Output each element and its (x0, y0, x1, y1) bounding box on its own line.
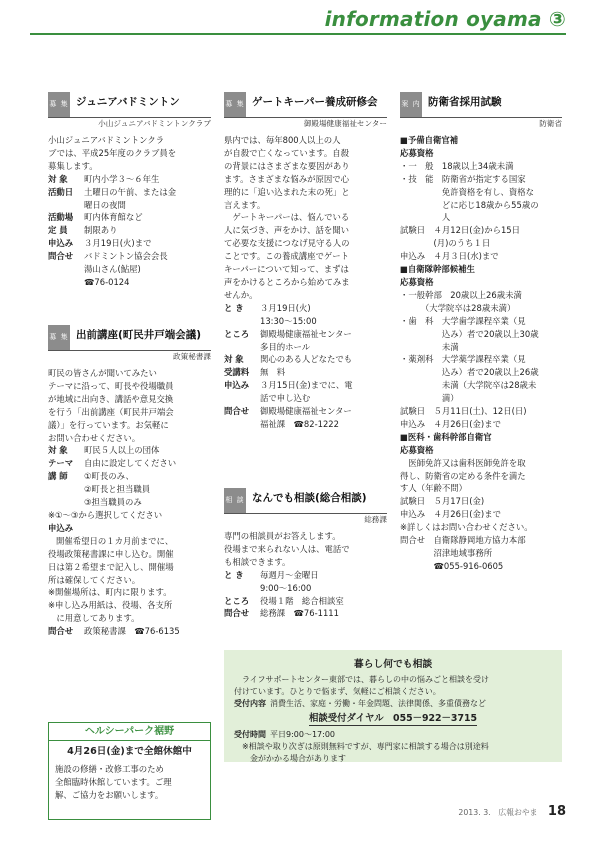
section-boei-saiyo (400, 92, 562, 573)
intro-line: が地域に出向き、講話や意見交換 (48, 393, 174, 404)
boei-line: ・技 能 防衛省が指定する国家 (400, 173, 526, 184)
boei-line: 試験日 ５月17日(金) (400, 496, 485, 507)
info-row: 講 師 ①町長のみ、 (48, 471, 134, 482)
section-org: 小山ジュニアバドミントンクラブ (98, 119, 211, 129)
section-org: 御殿場健康福祉センター (303, 119, 387, 129)
info-row: 活動日 土曜日の午前、または金 (48, 186, 177, 197)
boei-line: （大学院卒は28歳未満） (400, 302, 516, 313)
intro-line: 町民の皆さんが聞いてみたい (48, 368, 157, 378)
info-row: 受講料 無 料 (224, 367, 286, 378)
section-org: 政策秘書課 (173, 352, 211, 362)
healthy-park-body (49, 761, 210, 804)
info-row: ☎76-0124 (84, 276, 130, 287)
healthy-park-box (48, 722, 211, 820)
boei-line: 応募資格 (400, 147, 434, 158)
boei-line: 問合せ 自衛隊静岡地方協力本部 (400, 535, 526, 546)
note-line: ※相談や取り次ぎは原則無料ですが、専門家に相談する場合は別途料 (242, 742, 489, 751)
section-header (224, 488, 387, 525)
intro-line: を行う「出前講座（町民井戸端会 (48, 406, 174, 417)
intro-line: ライフサポートセンター東部では、暮らしの中の悩みごと相談を受け (234, 675, 489, 684)
category-tag: 募 集 (48, 92, 70, 117)
info-row: 活動場 町内体育館など (48, 212, 143, 223)
info-row: 湯山さん(鮎屋) (84, 264, 141, 275)
section-gatekeeper (224, 92, 387, 431)
note-line: ※①～③から選択してください (48, 509, 163, 520)
intro-line: も相談できます。 (224, 556, 291, 567)
boei-line: (月)のうち１日 (400, 238, 491, 249)
boei-line: 応募資格 (400, 276, 434, 287)
intro-line: 役場まで来られない人は、電話で (224, 543, 350, 554)
page-number: 18 (547, 804, 566, 820)
intro-line: 付けています。ひとりで悩まず、気軽にご相談ください。 (234, 687, 441, 696)
intro-line: 小山ジュニアバドミントンクラ (48, 135, 165, 145)
boei-line: 医師免許又は歯科医師免許を取 (400, 457, 526, 468)
section-title: ゲートキーパー養成研修会 (252, 96, 378, 108)
section-header (48, 325, 211, 362)
boei-line: 沼津地域事務所 (400, 548, 493, 558)
intro-line: 募集します。 (48, 160, 98, 171)
info-row: 対 象 町民５人以上の団体 (48, 445, 160, 456)
boei-line: ・一 般 18歳以上34歳未満 (400, 160, 514, 171)
info-row: 曜日の夜間 (84, 199, 126, 210)
info-row: 申込み ３月15日(金)までに、電 (224, 380, 353, 391)
boei-line: ※詳しくはお問い合わせください。 (400, 522, 533, 533)
intro-line: 専門の相談員がお答えします。 (224, 531, 341, 541)
apply-line: 開催希望日の１カ月前までに、 (56, 535, 174, 546)
section-body (400, 134, 562, 573)
info-row: 受付時間 平日9:00～17:00 (234, 730, 336, 739)
intro-line: て必要な支援につなげ見守る人の (224, 238, 350, 249)
intro-line: 言えます。 (224, 199, 266, 210)
note-line: に用意してあります。 (48, 613, 140, 624)
boei-line: す人（年齢不問） (400, 483, 467, 494)
boei-line: ■医科・歯科幹部自衛官 (400, 431, 492, 442)
info-row: 9:00～16:00 (260, 582, 312, 593)
apply-line: 役場政策秘書課に申し込む。開催 (48, 548, 174, 559)
intro-line: ゲートキーパーは、悩んでいる (224, 212, 350, 223)
section-title: ジュニアバドミントン (76, 96, 180, 108)
info-row: 問合せ 御殿場健康福祉センター (224, 406, 352, 417)
info-row: 対 象 関心のある人どなたでも (224, 354, 353, 365)
boei-line: ■予備自衛官補 (400, 135, 459, 145)
boei-line: 満） (400, 393, 459, 404)
boei-line: どに応じ18歳から55歳の (400, 199, 539, 210)
intro-line: 県内では、毎年800人以上の人 (224, 135, 341, 145)
boei-line: 試験日 ５月11日(土)、12日(日) (400, 406, 527, 417)
body-line: 解、ご協力をお願いします。 (55, 790, 164, 800)
section-body (224, 134, 387, 431)
info-row: と き 毎週月～金曜日 (224, 569, 319, 580)
apply-line: 日は第２希望まで記入し、開催場 (48, 561, 174, 572)
intro-line: キーパーについて知って、まずは (224, 264, 349, 275)
apply-line: 所は確保してください。 (48, 574, 141, 585)
boei-line: 未満 (400, 341, 459, 352)
section-header (400, 92, 562, 129)
intro-line: 声をかけるところから始めてみま (224, 276, 350, 287)
intro-line: が自殺で亡くなっています。自殺 (224, 147, 349, 158)
info-row: 対 象 町内小学３～６年生 (48, 173, 160, 184)
info-row: 話で申し込む (260, 393, 311, 404)
healthy-park-date: 4月26日(金)まで全館休館中 (67, 746, 192, 757)
intro-line: 理的に「追い込まれた末の死」と (224, 186, 350, 197)
section-junior-badminton (48, 92, 211, 289)
boei-line: 試験日 ４月12日(金)から15日 (400, 225, 520, 236)
info-row: 13:30～15:00 (260, 315, 317, 326)
boei-line: 申込み ４月３日(水)まで (400, 251, 499, 262)
note-line: 金がかかる場合があります (242, 754, 346, 763)
apply-label: 申込み (48, 522, 74, 533)
section-nandemo-soudan (224, 488, 387, 620)
intro-line: の背景にはさまざまな要因があり (224, 160, 350, 171)
info-row: 問合せ バドミントン協会会長 (48, 251, 168, 262)
boei-line: ・一般幹部 20歳以上26歳未満 (400, 289, 522, 300)
boei-line: 人 (400, 212, 451, 223)
section-title: 出前講座(町民井戸端会議) (76, 329, 202, 341)
info-row: ②町長と担当職員 (84, 484, 151, 495)
boei-line: 未満（大学院卒は28歳未 (400, 380, 537, 391)
consult-dial: 相談受付ダイヤル 055－922－3715 (308, 713, 478, 724)
info-row: 問合せ 総務課 ☎76-1111 (224, 608, 339, 619)
boei-line: ・歯 科 大学歯学課程卒業（見 (400, 315, 526, 326)
info-row: 定 員 制限あり (48, 225, 118, 236)
consult-title: 暮らし何でも相談 (353, 659, 433, 670)
info-row: テーマ 自由に設定してください (48, 458, 177, 469)
info-row: 問合せ 政策秘書課 ☎76-6135 (48, 626, 180, 637)
boei-line: 得し、防衛省の定める条件を満た (400, 470, 526, 481)
boei-line: 込み）者で20歳以上26歳 (400, 367, 539, 378)
section-title: なんでも相談(総合相談) (252, 492, 367, 504)
boei-line: 込み）者で20歳以上30歳 (400, 328, 539, 339)
category-tag: 募 集 (224, 92, 246, 117)
category-tag: 相 談 (224, 488, 246, 513)
boei-line: 申込み ４月26日(金)まで (400, 509, 501, 520)
section-header (224, 92, 387, 129)
section-body (48, 367, 211, 638)
section-body (48, 134, 211, 289)
section-header (48, 92, 211, 129)
intro-line: ます。さまざまな悩みが原因で心 (224, 173, 349, 184)
header-rule (30, 33, 566, 35)
intro-line: ブでは、平成25年度のクラブ員を (48, 147, 177, 158)
info-row: 受付内容 消費生活、家庭・労働・年金問題、法律関係、多重債務など (234, 699, 486, 708)
intro-line: 人に気づき、声をかけ、話を聞い (224, 225, 349, 236)
boei-line: ■自衛隊幹部候補生 (400, 264, 475, 275)
note-line: ※開催場所は、町内に限ります。 (48, 587, 172, 598)
kurashi-consult-box (224, 650, 562, 762)
intro-line: 議）」を行っています。お気軽に (48, 419, 169, 430)
header-title: information oyama ③ (324, 7, 566, 31)
section-org: 防衛省 (539, 119, 562, 129)
info-row: 申込み ３月19日(火)まで (48, 238, 152, 249)
footer (458, 806, 566, 820)
intro-line: テーマに沿って、町長や役場職員 (48, 380, 174, 391)
note-line: ※申し込み用紙は、役場、各支所 (48, 600, 173, 611)
footer-issue: 2013. 3. 広報おやま (458, 808, 538, 818)
category-tag: 案 内 (400, 92, 422, 117)
section-org: 総務課 (364, 515, 387, 525)
info-row: 多目的ホール (260, 341, 311, 352)
body-line: 全館臨時休館しています。ご理 (55, 777, 172, 787)
section-title: 防衛省採用試験 (428, 96, 502, 108)
boei-line: 申込み ４月26日(金)まで (400, 418, 501, 429)
healthy-park-title: ヘルシーパーク裾野 (49, 723, 210, 741)
body-line: 施設の修繕・改修工事のため (55, 764, 164, 774)
info-row: ③担当職員のみ (84, 497, 142, 508)
intro-line: お問い合わせください。 (48, 432, 141, 443)
consult-body (224, 672, 562, 767)
info-row: ところ 役場１階 総合相談室 (224, 595, 344, 606)
section-demae-koza (48, 325, 211, 638)
info-row: 福祉課 ☎82-1222 (260, 418, 339, 429)
category-tag: 募 集 (48, 325, 70, 350)
boei-line: 応募資格 (400, 444, 434, 455)
info-row: ところ 御殿場健康福祉センター (224, 328, 352, 339)
intro-line: ことです。この養成講座でゲート (224, 251, 349, 262)
section-body (224, 530, 387, 620)
boei-line: ・薬剤科 大学薬学課程卒業（見 (400, 354, 526, 365)
intro-line: せんか。 (224, 289, 258, 300)
info-row: と き ３月19日(火) (224, 302, 311, 313)
boei-line: ☎055-916-0605 (400, 560, 504, 571)
boei-line: 免許資格を有し、資格な (400, 186, 534, 197)
header (0, 0, 596, 34)
